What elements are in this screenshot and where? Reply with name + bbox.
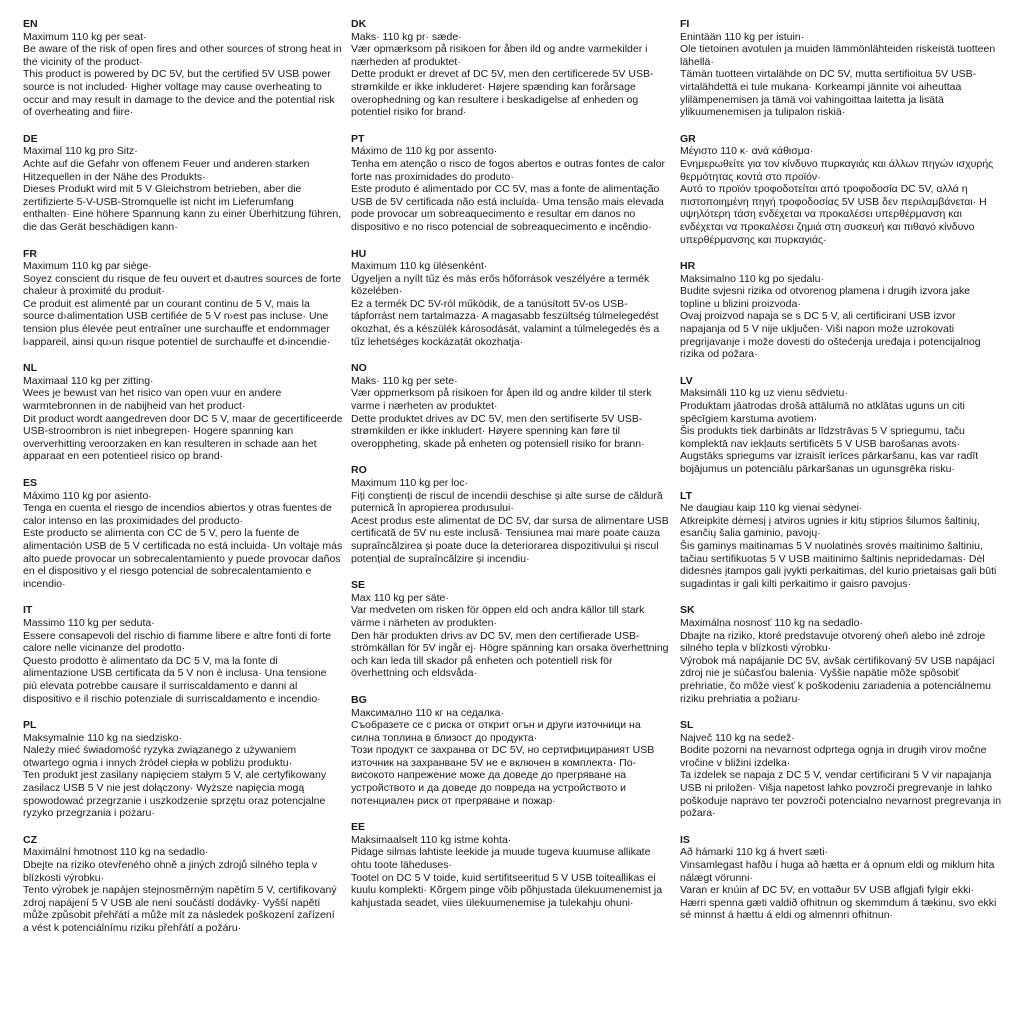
max-weight-line: Að hámarki 110 kg á hvert sæti· <box>680 846 829 859</box>
max-weight-line: Maks· 110 kg per sete· <box>351 374 458 387</box>
max-weight-line: Maximum 110 kg per loc· <box>351 477 469 489</box>
max-weight-line: Max 110 kg per säte· <box>351 591 449 604</box>
section-sl <box>680 719 1002 820</box>
fire-warning-line: Tenga en cuenta el riesgo de incendios abiertos y otras fuentes de calor intenso en las proximidades del producto· <box>23 502 332 527</box>
language-code: LT <box>680 489 693 502</box>
language-code: HR <box>680 260 696 273</box>
section-hr <box>680 260 1002 361</box>
power-warning-line: Ez a termék DC 5V-ról működik, de a tanúsított 5V-os USB-tápforrást nem tartalmazza· A magasabb feszültség túlmelegedést okozhat, és a készülék károsodását, valamint a túlmelegedés és a tűz lehetséges kockázatát okozhatja· <box>351 297 660 348</box>
language-code: SK <box>680 604 695 617</box>
fire-warning-line: Dbajte na riziko, ktoré predstavuje otvorený oheň alebo iné zdroje silného tepla v blízkosti výrobku· <box>680 629 986 655</box>
max-weight-line: Maximum 110 kg par siège· <box>23 260 152 273</box>
power-warning-line: Този продукт се захранва от DC 5V, но сертифицираният USB източник на захранване 5V не е включен в комплекта· По-високото напрежение може да доведе до прегряване на устройството и да доведе до повреда на устройството и потенциален риск от прегряване и пожар· <box>351 744 655 807</box>
max-weight-line: Μέγιστο 110 κ· ανά κάθισμα· <box>680 145 814 158</box>
power-warning-line: Šis gaminys maitinamas 5 V nuolatinės srovės maitinimo šaltiniu, tačiau sertifikuotas 5 V USB maitinimo šaltinis nepridedamas· Dėl didesnės įtampos gali įvykti perkaitimas, dėl kurio prietaisas gali būti sugadintas ir gali kilti perkaitimo ir gaisro pavojus· <box>680 539 997 590</box>
fire-warning-line: Vinsamlegast hafðu í huga að hætta er á opnum eldi og miklum hita nálægt vörunni· <box>680 859 995 884</box>
language-code: IS <box>680 833 690 846</box>
language-code: EN <box>23 18 38 30</box>
power-warning-line: Este produto é alimentado por CC 5V, mas a fonte de alimentação USB de 5V certificada não está incluída· Uma tensão mais elevada pode provocar um sobreaquecimento e resultar em danos no dispositivo e no risco potencial de sobreaquecimento e incêndio· <box>351 183 664 233</box>
fire-warning-line: Pidage silmas lahtiste leekide ja muude tugeva kuumuse allikate ohtu toote läheduses· <box>351 846 651 872</box>
fire-warning-line: Vær oppmerksom på risikoen for åpen ild og andre kilder til sterk varme i nærheten av produktet· <box>351 387 652 413</box>
language-code: RO <box>351 464 367 477</box>
power-warning-line: Ten produkt jest zasilany napięciem stałym 5 V, ale certyfikowany zasilacz USB 5 V nie jest dołączony· Wyższe napięcia mogą spowodować przegrzanie i uszkodzenie sprzętu oraz potencjalne ryzyko przegrzania i pożaru· <box>23 769 327 820</box>
section-pl <box>23 719 343 820</box>
column-2 <box>351 18 671 923</box>
fire-warning-line: Ügyeljen a nyílt tűz és más erős hőforrások veszélyére a termék közelében· <box>351 272 650 298</box>
fire-warning-line: Be aware of the risk of open fires and other sources of strong heat in the vicinity of the product· <box>23 43 342 68</box>
power-warning-line: Dit product wordt aangedreven door DC 5 V, maar de gecertificeerde USB-stroombron is niet inbegrepen· Hogere spanning kan oververhitting veroorzaken en kan resulteren in schade aan het apparaat en een potentieel risico op brand· <box>23 412 343 463</box>
section-sk <box>680 604 1002 705</box>
power-warning-line: Este producto se alimenta con CC de 5 V, pero la fuente de alimentación USB de 5 V certificada no está incluida· Un voltaje más alto puede provocar un sobrecalentamiento y puede provocar daños en el dispositivo y el riesgo potencial de sobrecalentamiento e incendio· <box>23 527 343 590</box>
fire-warning-line: Essere consapevoli del rischio di fiamme libere e altre fonti di forte calore nelle vicinanze del prodotto· <box>23 629 332 655</box>
max-weight-line: Enintään 110 kg per istuin· <box>680 30 805 43</box>
section-ro <box>351 464 671 565</box>
section-fi <box>680 18 1002 119</box>
power-warning-line: Questo prodotto è alimentato da DC 5 V, ma la fonte di alimentazione USB certificata da 5 V non è inclusa· Una tensione più elevata potrebbe causare il surriscaldamento e danni al dispositivo e il rischio potenziale di surriscaldamento e incendio· <box>23 654 327 705</box>
max-weight-line: Massimo 110 kg per seduta· <box>23 616 155 629</box>
language-code: DE <box>23 132 38 145</box>
power-warning-line: Αυτό το προϊόν τροφοδοτείται από τροφοδοσία DC 5V, αλλά η πιστοποιημένη πηγή τροφοδοσίας 5V USB δεν περιλαμβάνεται· Η υψηλότερη τάση ενδέχεται να προκαλέσει υπερθέρμανση και ενδέχεται να προκαλέσει ζημιά στη συσκευή και πιθανό κίνδυνο υπερθέρμανσης και πυρκαγιάς· <box>680 183 987 246</box>
section-se <box>351 579 671 680</box>
section-fr <box>23 248 343 349</box>
section-en <box>23 18 343 119</box>
section-lv <box>680 375 1002 476</box>
section-de <box>23 133 343 234</box>
fire-warning-line: Produktam jāatrodas drošā attālumā no atklātas uguns un citi spēcīgiem karstuma avotiem· <box>680 400 965 425</box>
max-weight-line: Maximum 110 kg ülésenként· <box>351 260 488 273</box>
power-warning-line: This product is powered by DC 5V, but the certified 5V USB power source is not included· Higher voltage may cause overheating to occur and may result in damage to the device and the potential risk of overheating and fiire· <box>23 68 335 119</box>
power-warning-line: Tootel on DC 5 V toide, kuid sertifitseeritud 5 V USB toiteallikas ei kuulu komplekti· Kõrgem pinge võib põhjustada ülekuumenemist ja kahjustada seadet, viies ülekuumenemise ja tulekahju ohuni· <box>351 871 663 909</box>
fire-warning-line: Soyez conscient du risque de feu ouvert et d›autres sources de forte chaleur à proximité du produit· <box>23 272 342 298</box>
language-code: IT <box>23 604 33 617</box>
language-code: LV <box>680 374 693 387</box>
power-warning-line: Ce produit est alimenté par un courant continu de 5 V, mais la source d›alimentation USB certifiée de 5 V n›est pas incluse· Une tension plus élevée peut entraîner une surchauffe et endommager l›appareil, ainsi qu›un risque potentiel de surchauffe et d›incendie· <box>23 297 331 348</box>
language-code: PT <box>351 132 365 145</box>
section-gr <box>680 133 1002 246</box>
power-warning-line: Varan er knúin af DC 5V, en vottaður 5V USB aflgjafi fylgir ekki· Hærri spenna gæti valdið ofhitnun og skemmdum á tækinu, svo ekki sé minnst á hættu á eldi og almennri ofhitnun· <box>680 884 997 922</box>
fire-warning-line: Fiți conștienți de riscul de incendii deschise și alte surse de căldură puternică în apropierea produsului· <box>351 489 663 515</box>
column-1 <box>23 18 343 949</box>
fire-warning-line: Var medveten om risken för öppen eld och andra källor till stark värme i närheten av produkten· <box>351 604 645 629</box>
section-pt <box>351 133 671 234</box>
max-weight-line: Maks· 110 kg pr· sæde· <box>351 30 462 43</box>
language-code: ES <box>23 477 38 489</box>
fire-warning-line: Tenha em atenção o risco de fogos abertos e outras fontes de calor forte nas proximidades do produto· <box>351 157 666 183</box>
fire-warning-line: Ole tietoinen avotulen ja muiden lämmönlähteiden riskeistä tuotteen lähellä· <box>680 43 996 68</box>
section-ee <box>351 821 671 909</box>
fire-warning-line: Съобразете се с риска от открит огън и други източници на силна топлина в близост до продукта· <box>351 719 641 744</box>
max-weight-line: Максимално 110 кг на седалка· <box>351 706 504 719</box>
language-code: BG <box>351 693 367 706</box>
language-code: SE <box>351 579 366 592</box>
fire-warning-line: Dbejte na riziko otevřeného ohně a jiných zdrojů silného tepla v blízkosti výrobku· <box>23 859 318 884</box>
column-3 <box>680 18 1002 936</box>
fire-warning-line: Vær opmærksom på risikoen for åben ild og andre varmekilder i nærheden af produktet· <box>351 43 648 68</box>
language-code: NO <box>351 362 367 375</box>
max-weight-line: Maximum 110 kg per seat· <box>23 30 147 43</box>
section-dk <box>351 18 671 119</box>
max-weight-line: Ne daugiau kaip 110 kg vienai sėdynei· <box>680 502 863 515</box>
power-warning-line: Dette produktet drives av DC 5V, men den sertifiserte 5V USB-strømkilden er ikke inkludert· Høyere spenning kan føre til overoppheting, skade på enheten og potensiell risiko for brann· <box>351 412 645 450</box>
section-es <box>23 477 343 590</box>
language-code: PL <box>23 719 37 732</box>
power-warning-line: Den här produkten drivs av DC 5V, men den certifierade USB-strömkällan för 5V ingår ej· Högre spänning kan orsaka överhettning och kan leda till skador på enheten och potentiell risk för överhettning och eldsvåda· <box>351 629 669 680</box>
power-warning-line: Tento výrobek je napájen stejnosměrným napětím 5 V, certifikovaný zdroj napájení 5 V USB ale není součástí dodávky· Vyšší napětí může způsobit přehřátí a může mít za následek poškození zařízení a vést k potenciálnímu riziku přehřátí a požáru· <box>23 884 337 934</box>
language-code: DK <box>351 18 367 30</box>
fire-warning-line: Bodite pozorni na nevarnost odprtega ognja in drugih virov močne vročine v bližini izdelka· <box>680 744 987 769</box>
max-weight-line: Maksimalno 110 kg po sjedalu· <box>680 272 824 285</box>
language-code: SL <box>680 719 694 732</box>
max-weight-line: Maksimāli 110 kg uz vienu sēdvietu· <box>680 387 848 400</box>
max-weight-line: Največ 110 kg na sedež· <box>680 731 795 744</box>
power-warning-line: Ta izdelek se napaja z DC 5 V, vendar certificirani 5 V vir napajanja USB ni priložen· Višja napetost lahko povzroči pregrevanje in lahko poškoduje napravo ter povzroči potencialno nevarnost pregrevanja in požara· <box>680 769 1002 820</box>
max-weight-line: Maximal 110 kg pro Sitz· <box>23 145 138 158</box>
section-is <box>680 834 1002 922</box>
language-code: FR <box>23 247 37 260</box>
section-it <box>23 604 343 705</box>
fire-warning-line: Achte auf die Gefahr von offenem Feuer und anderen starken Hitzequellen in der Nähe des Produkts· <box>23 157 310 183</box>
fire-warning-line: Ενημερωθείτε για τον κίνδυνο πυρκαγιάς και άλλων πηγών ισχυρής θερμότητας κοντά στο προϊόν· <box>680 157 994 183</box>
max-weight-line: Máximo 110 kg por asiento· <box>23 489 152 502</box>
fire-warning-line: Wees je bewust van het risico van open vuur en andere warmtebronnen in de nabijheid van het product· <box>23 387 282 413</box>
fire-warning-line: Należy mieć świadomość ryzyka związanego z używaniem otwartego ognia i innych źródeł ciepła w pobliżu produktu· <box>23 744 297 769</box>
power-warning-line: Výrobok má napájanie DC 5V, avšak certifikovaný 5V USB napájací zdroj nie je súčasťou balenia· Vyššie napätie môže spôsobiť prehriatie, čo môže viesť k poškodeniu zariadenia a potenciálnemu riziku prehriatia a požiaru· <box>680 654 995 705</box>
fire-warning-line: Atkreipkite dėmesį į atviros ugnies ir kitų stiprios šilumos šaltinių, esančių šalia gaminio, pavojų· <box>680 514 980 540</box>
language-code: GR <box>680 132 696 145</box>
section-nl <box>23 362 343 463</box>
max-weight-line: Maksimaalselt 110 kg istme kohta· <box>351 833 512 846</box>
language-code: FI <box>680 18 690 30</box>
power-warning-line: Tämän tuotteen virtalähde on DC 5V, mutta sertifioitua 5V USB-virtalähdettä ei tule mukana· Korkeampi jännite voi aiheuttaa ylilämpenemisen ja tämä voi vahingoittaa laitetta ja lisätä ylikuumenemisen ja tulipalon riskiä· <box>680 68 977 119</box>
max-weight-line: Maximální hmotnost 110 kg na sedadlo· <box>23 846 209 859</box>
section-bg <box>351 694 671 807</box>
power-warning-line: Šis produkts tiek darbināts ar līdzstrāvas 5 V spriegumu, taču komplektā nav iekļauts sertificēts 5 V USB barošanas avots· Augstāks spriegums var izraisīt ierīces pārkaršanu, kas var radīt bojājumus un potenciālu pārkaršanas un ugunsgrēka risku· <box>680 425 979 475</box>
section-lt <box>680 490 1002 591</box>
section-hu <box>351 248 671 349</box>
power-warning-line: Acest produs este alimentat de DC 5V, dar sursa de alimentare USB certificată de 5V nu este inclusă· Tensiunea mai mare poate cauza supraîncălzirea și poate duce la deteriorarea dispozitivului și riscul potențial de supraîncălzire și incendiu· <box>351 514 669 565</box>
max-weight-line: Maximálna nosnosť 110 kg na sedadlo· <box>680 616 863 629</box>
power-warning-line: Dieses Produkt wird mit 5 V Gleichstrom betrieben, aber die zertifizierte 5-V-USB-Stromquelle ist nicht im Lieferumfang enthalten· Eine höhere Spannung kann zu einer Überhitzung führen, die das Gerät beschädigen kann· <box>23 183 342 233</box>
section-cz <box>23 834 343 935</box>
fire-warning-line: Budite svjesni rizika od otvorenog plamena i drugih izvora jake topline u blizini proizvoda· <box>680 285 971 310</box>
max-weight-line: Maximaal 110 kg per zitting· <box>23 374 154 387</box>
max-weight-line: Maksymalnie 110 kg na siedzisko· <box>23 731 183 744</box>
language-code: CZ <box>23 833 37 846</box>
power-warning-line: Ovaj proizvod napaja se s DC 5 V, ali certificirani USB izvor napajanja od 5 V nije uključen· Viši napon može uzrokovati pregrijavanje i može dovesti do oštećenja uređaja i potencijalnog rizika od požara· <box>680 310 981 361</box>
section-no <box>351 362 671 450</box>
power-warning-line: Dette produkt er drevet af DC 5V, men den certificerede 5V USB-strømkilde er ikke inkluderet· Højere spænding kan forårsage overophedning og kan resultere i beskadigelse af enheden og potentiel risiko for brand· <box>351 68 654 119</box>
language-code: HU <box>351 247 367 260</box>
max-weight-line: Máximo de 110 kg por assento· <box>351 145 498 158</box>
language-code: EE <box>351 821 366 834</box>
language-code: NL <box>23 362 37 375</box>
